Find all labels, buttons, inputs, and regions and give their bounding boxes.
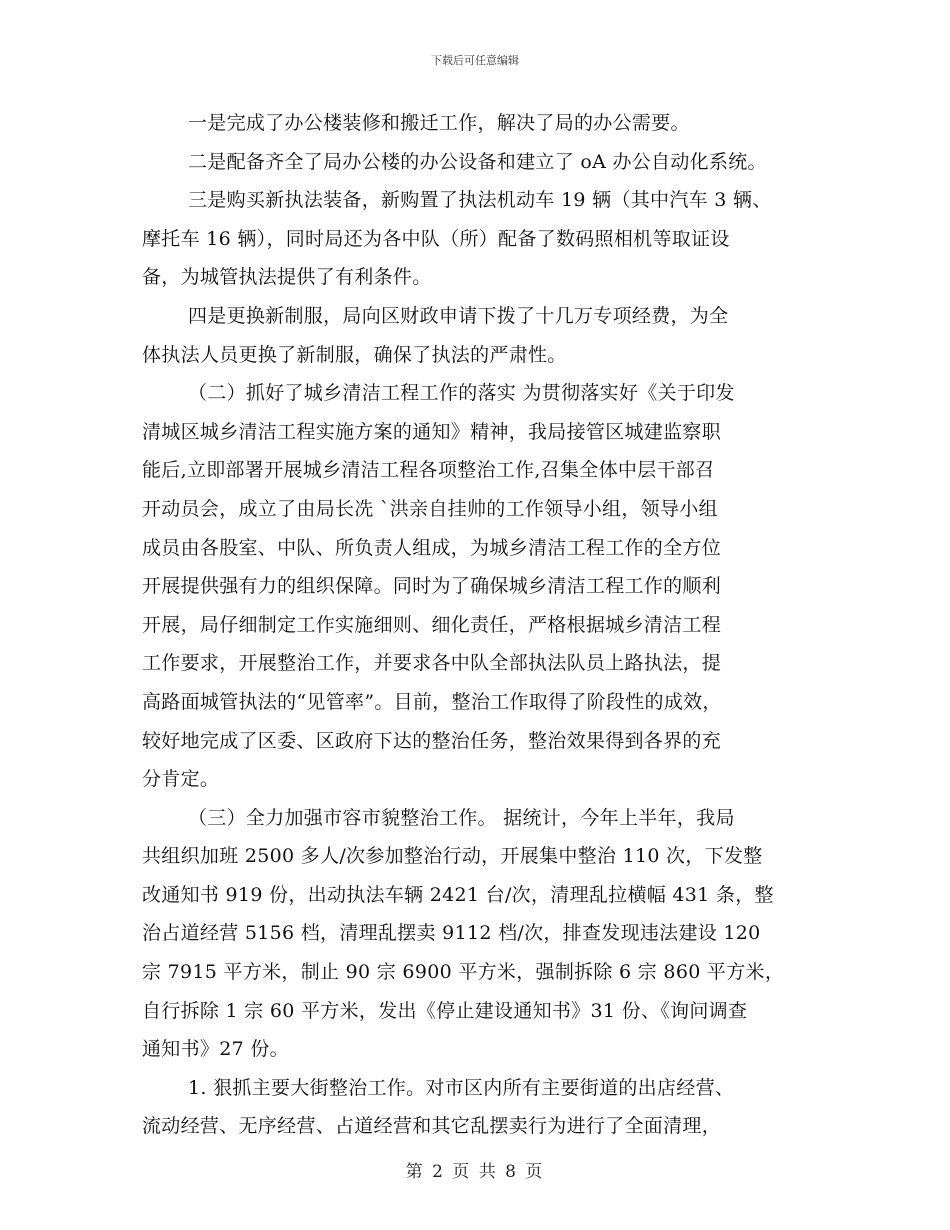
paragraph-line: 流动经营、无序经营、占道经营和其它乱摆卖行为进行了全面清理， [142,1115,722,1138]
section-heading-line: （二）抓好了城乡清洁工程工作的落实 为贯彻落实好《关于印发 [188,382,735,405]
paragraph-line: 开展，局仔细制定工作实施细则、细化责任，严格根据城乡清洁工程 [142,613,722,636]
paragraph-line: 一是完成了办公楼装修和搬迁工作，解决了局的办公需要。 [188,112,690,134]
paragraph-line: 开动员会，成立了由局长冼 `洪亲自挂帅的工作领导小组，领导小组 [142,497,718,520]
page-number: 第 2 页 共 8 页 [405,1162,545,1182]
paragraph-line: 四是更换新制服，局向区财政申请下拨了十几万专项经费，为全 [188,304,729,327]
paragraph-line: 开展提供强有力的组织保障。同时为了确保城乡清洁工程工作的顺利 [142,575,722,598]
paragraph-line: 分肯定。 [142,768,220,791]
paragraph-line: 清城区城乡清洁工程实施方案的通知》精神，我局接管区城建监察职 [142,420,722,443]
document-body [142,104,814,1146]
paragraph-line: 高路面城管执法的“见管率”。目前，整治工作取得了阶段性的成效， [142,690,722,713]
paragraph-line: 备，为城管执法提供了有利条件。 [142,266,432,289]
paragraph-line: 宗 7915 平方米，制止 90 宗 6900 平方米，强制拆除 6 宗 860 平方米， [142,961,785,984]
paragraph-line: 通知书》27 份。 [142,1038,289,1061]
paragraph-line: 三是购买新执法装备，新购置了执法机动车 19 辆（其中汽车 3 辆、 [188,189,772,212]
paragraph-line: 治占道经营 5156 档，清理乱摆卖 9112 档/次，排查发现违法建设 120 [142,922,761,945]
paragraph-line: 二是配备齐全了局办公楼的办公设备和建立了 oA 办公自动化系统。 [188,150,767,173]
paragraph-line: 自行拆除 1 宗 60 平方米，发出《停止建设通知书》31 份、《询问调查 [142,999,748,1022]
paragraph-line: 体执法人员更换了新制服，确保了执法的严肃性。 [142,343,567,366]
paragraph-line: 改通知书 919 份，出动执法车辆 2421 台/次，清理乱拉横幅 431 条，整 [142,883,774,906]
page-header-note: 下载后可任意编辑 [431,54,519,67]
paragraph-line: 成员由各股室、中队、所负责人组成，为城乡清洁工程工作的全方位 [142,536,722,559]
paragraph-line: 摩托车 16 辆），同时局还为各中队（所）配备了数码照相机等取证设 [142,227,730,250]
paragraph-line: 共组织加班 2500 多人/次参加整治行动，开展集中整治 110 次，下发整 [142,845,763,868]
paragraph-line: 工作要求，开展整治工作，并要求各中队全部执法队员上路执法，提 [142,652,722,675]
section-heading-line: （三）全力加强市容市貌整治工作。 据统计，今年上半年，我局 [188,806,735,829]
paragraph-line: 较好地完成了区委、区政府下达的整治任务，整治效果得到各界的充 [142,729,722,752]
paragraph-line: 能后,立即部署开展城乡清洁工程各项整治工作,召集全体中层干部召 [142,459,715,482]
numbered-item-line: 1. 狠抓主要大街整治工作。对市区内所有主要街道的出店经营、 [188,1076,735,1099]
